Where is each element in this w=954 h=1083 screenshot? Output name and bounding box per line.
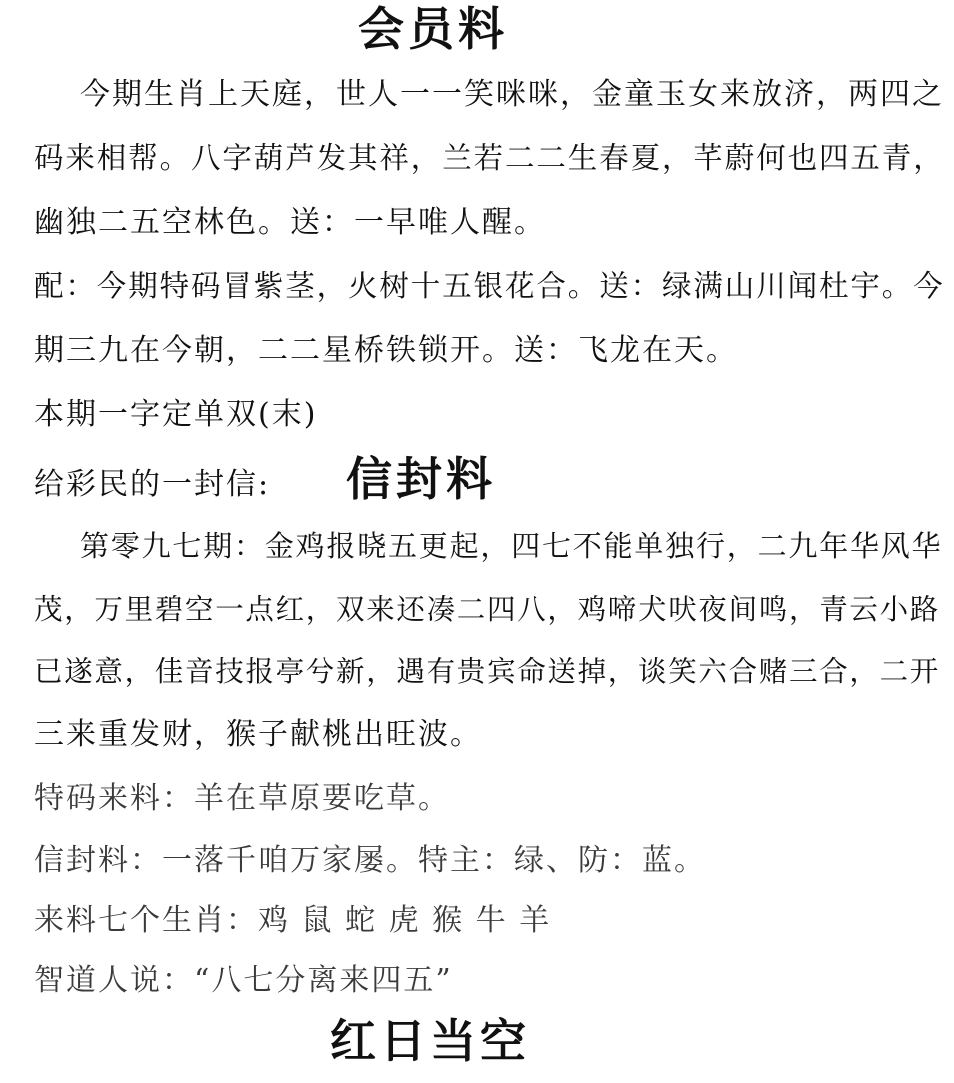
letter-intro: 给彩民的一封信: xyxy=(34,467,271,502)
seven-zodiacs-line: 来料七个生肖：鸡 鼠 蛇 虎 猴 牛 羊 xyxy=(34,903,552,938)
envelope-poem-line-4: 三来重发财，猴子献桃出旺波。 xyxy=(34,717,482,752)
envelope-info-line: 信封料：一落千咱万家屡。特主：绿、防：蓝。 xyxy=(34,843,706,878)
sun-title: 红日当空 xyxy=(330,1014,530,1068)
pairing-line-1: 配：今期特码冒紫茎，火树十五银花合。送：绿满山川闻杜宇。今 xyxy=(34,269,945,303)
member-poem-line-2: 码来相帮。八字葫芦发其祥，兰若二二生春夏，芊蔚何也四五青， xyxy=(34,141,945,175)
member-poem-line-3: 幽独二五空林色。送：一早唯人醒。 xyxy=(34,205,546,240)
member-title: 会员料 xyxy=(358,2,508,56)
taoist-saying-line: 智道人说：“八七分离来四五” xyxy=(34,963,453,998)
envelope-poem-line-3: 已遂意，佳音技报亭兮新，遇有贵宾命送掉，谈笑六合赌三合，二开 xyxy=(34,655,941,688)
special-code-line: 特码来料：羊在草原要吃草。 xyxy=(34,781,450,816)
single-char-line: 本期一字定单双(末) xyxy=(34,397,318,432)
member-poem-line-1: 今期生肖上天庭，世人一一笑咪咪，金童玉女来放济，两四之 xyxy=(80,77,944,112)
envelope-poem-line-1: 第零九七期：金鸡报晓五更起，四七不能单独行，二九年华风华 xyxy=(80,529,943,563)
envelope-poem-line-2: 茂，万里碧空一点红，双来还凑二四八，鸡啼犬吠夜间鸣，青云小路 xyxy=(34,593,941,626)
pairing-line-2: 期三九在今朝，二二星桥铁锁开。送：飞龙在天。 xyxy=(34,333,738,368)
envelope-title: 信封料 xyxy=(346,452,496,506)
